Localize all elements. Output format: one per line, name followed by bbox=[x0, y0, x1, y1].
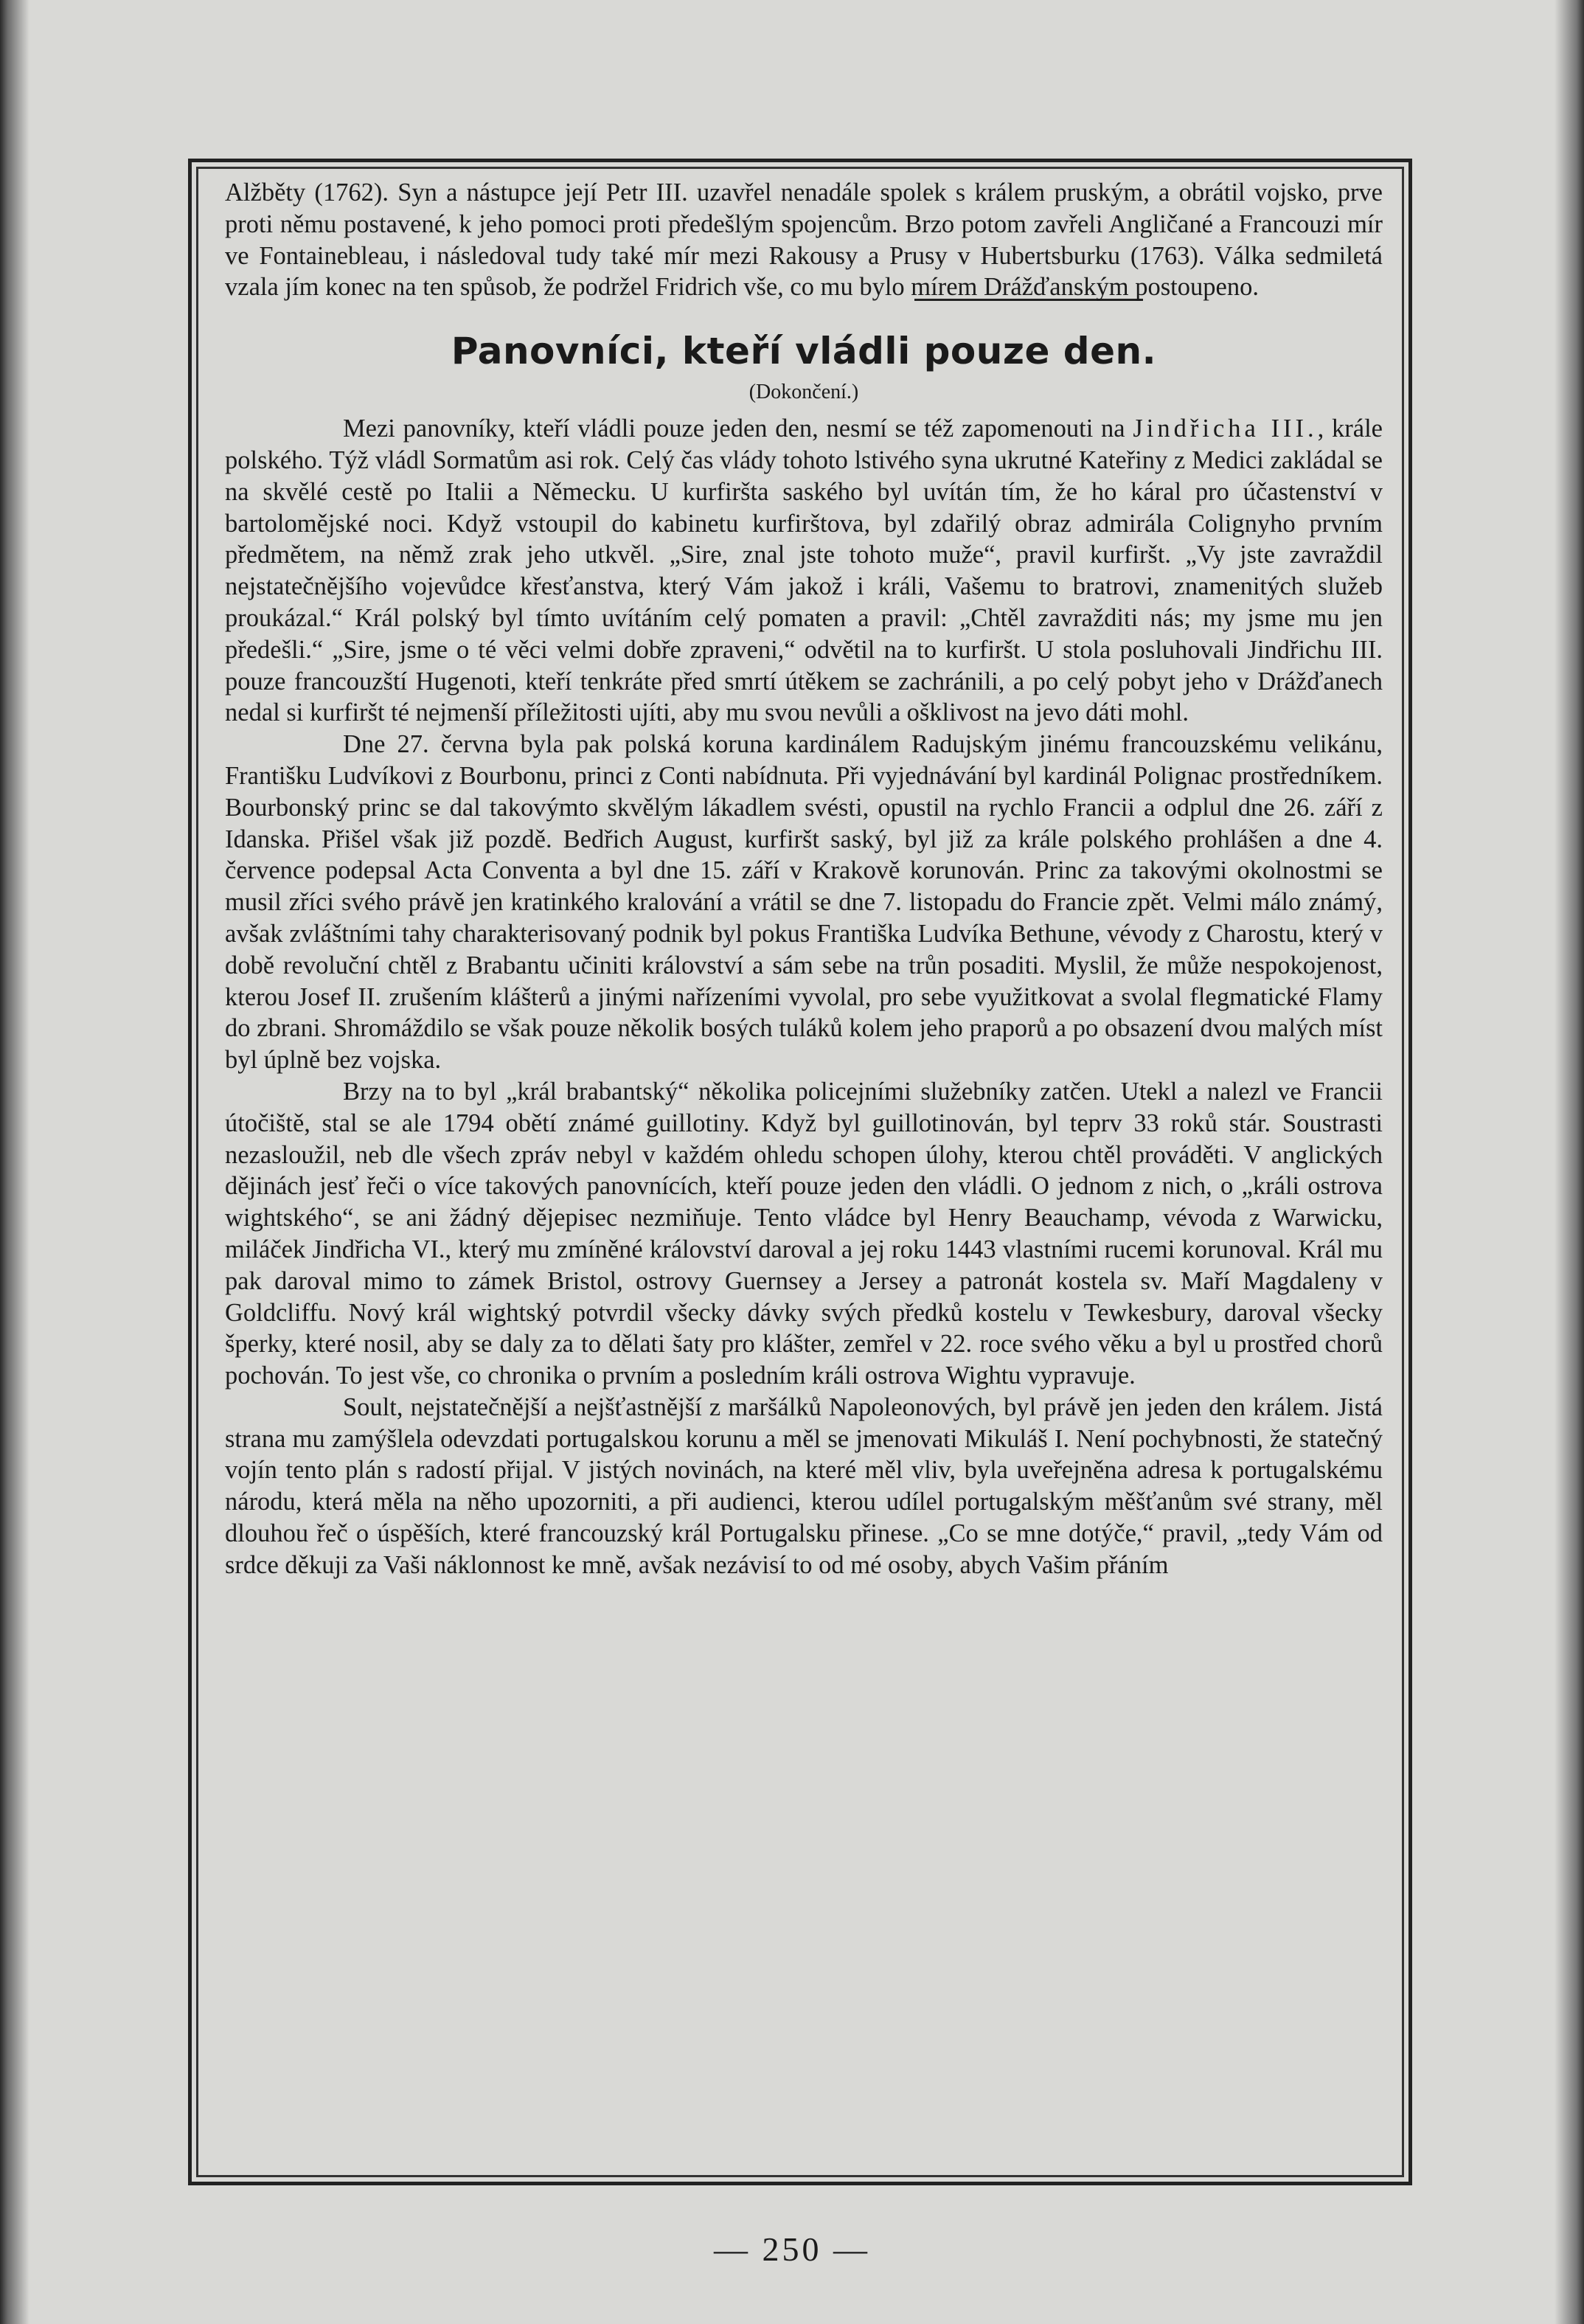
paragraph-1-start: Mezi panovníky, kteří vládli pouze jeden den, nesmí se též zapomenouti na bbox=[343, 414, 1125, 443]
paragraph-1-name: Jindřicha III. bbox=[1133, 414, 1318, 443]
paragraph-4: Soult, nejstatečnější a nejšťastnější z maršálků Napoleonových, byl právě jen jeden den králem. Jistá strana mu zamýšlela odevzdati portugalskou korunu a měl se jmenovati Mikuláš I. Není pochybnosti, že statečný vojín tento plán s radostí přijal. V jistých novinách, na které měl vliv, byla uveřejněna adresa k portugalskému národu, která měla na něho upozorniti, a při audienci, kterou udílel portugalským měšťanům své strany, měl dlouhou řeč o úspěších, které francouzský král Portugalsku přinese. „Co se mne dotýče,“ pravil, „tedy Vám od srdce děkuji za Vaši náklonnost ke mně, avšak nezávisí to od mé osoby, abych Vašim přáním bbox=[225, 1392, 1383, 1579]
paragraph-3: Brzy na to byl „král brabantský“ několika policejními služebníky zatčen. Utekl a nalezl ve Francii útočiště, stal se ale 1794 obětí známé guillotiny. Když byl guillotinován, byl teprv 33 roků stár. Soustrasti nezasloužil, neb dle všech zpráv nebyl v každém ohledu schopen úlohy, kterou chtěl prováděti. V anglických dějinách jesť řeči o více takových panovnících, kteří pouze jeden den vládli. O jednom z nich, o „králi ostrova wightského“, se ani žádný dějepisec nezmiňuje. Tento vládce byl Henry Beauchamp, vévoda z Warwicku, miláček Jindřicha VI., který mu zmíněné království daroval a jej roku 1443 vlastními rucemi korunoval. Král mu pak daroval mimo to zámek Bristol, ostrovy Guernsey a Jersey a patronát kostela sv. Maří Magdaleny v Goldcliffu. Nový král wightský potvrdil všecky dávky svých předků kostelu v Tewkesbury, daroval všecky šperky, které nosil, aby se daly za to dělati šaty pro klášter, zemřel v 22. roce svého věku a byl u prostřed chorů pochován. To jest vše, co chronika o prvním a posledním králi ostrova Wightu vypravuje. bbox=[225, 1077, 1383, 1390]
article-title: Panovníci, kteří vládli pouze den. bbox=[451, 330, 1157, 373]
article-subtitle: (Dokončení.) bbox=[748, 381, 859, 404]
paragraph-1 bbox=[225, 413, 1383, 729]
paragraph-2: Dne 27. června byla pak polská koruna kardinálem Radujským jinému francouzskému velikánu, Františku Ludvíkovi z Bourbonu, princi z Conti nabídnuta. Při vyjednávání byl kardinál Polignac prostředníkem. Bourbonský princ se dal takovýmto skvělým lákadlem svésti, opustil na rychlo Francii a odplul dne 26. září z Idanska. Přišel však již pozdě. Bedřich August, kurfiršt saský, byl již za krále polského prohlášen a dne 4. července podepsal Acta Conventa a byl dne 15. září v Krakově korunován. Princ za takovými okolnostmi se musil zříci svého právě jen kratinkého kralování a vrátil se dne 7. listopadu do Francie zpět. Velmi málo známý, avšak zvláštními tahy charakterisovaný podnik byl pokus Františka Ludvíka Bethune, vévody z Charostu, který v době revoluční chtěl z Brabantu učiniti království a sám sebe na trůn posaditi. Myslil, že může nespokojenost, kterou Josef II. zrušením klášterů a jinými nařízeními vyvolal, pro sebe využitkovat a svolal flegmatické Flamy do zbrani. Shromáždilo se však pouze několik bosých tuláků kolem jeho praporů a po obsazení dvou malých míst byl úplně bez vojska. bbox=[225, 730, 1383, 1075]
page-content bbox=[225, 177, 1383, 1581]
intro-paragraph: Alžběty (1762). Syn a nástupce její Petr III. uzavřel nenadále spolek s králem pruským, a obrátil vojsko, prve proti němu postavené, k jeho pomoci proti předešlým spojencům. Brzo potom zavřeli Angličané a Francouzi mír ve Fontainebleau, i následoval tudy také mír mezi Rakousy a Prusy v Hubertsburku (1763). Válka sedmiletá vzala jím konec na ten spůsob, že podržel Fridrich vše, co mu bylo mírem Drážďanským postoupeno. bbox=[225, 178, 1383, 302]
paragraph-1-rest: , krále polského. Týž vládl Sormatům asi rok. Celý čas vlády tohoto lstivého syna ukrutné Kateřiny z Medici zakládal se na skvělé cestě po Italii a Německu. U kurfiršta saského byl uvítán tím, že ho káral pro účastenství v bartolomějské noci. Když vstoupil do kabinetu kurfirštova, byl zdařilý obraz admirála Colignyho prvním předmětem, na němž zrak jeho utkvěl. „Sire, znal jste tohoto muže“, pravil kurfiršt. „Vy jste zavraždil nejstatečnějšího vojevůdce křesťanstva, který Vám jakož i králi, Vašemu to bratrovi, znamenitých služeb proukázal.“ Král polský byl tímto uvítáním celý pomaten a pravil: „Chtěl zavražditi nás; my jsme mu jen předešli.“ „Sire, jsme o té věci velmi dobře zpraveni,“ odvětil na to kurfiršt. U stola posluhovali Jindřichu III. pouze francouzští Hugenoti, kteří tenkráte před smrtí útěkem se zachránili, a po celý pobyt jeho v Drážďanech nedal si kurfiršt té nejmenší příležitosti ujíti, aby mu svou nevůli a ošklivost na jevo dáti mohl. bbox=[225, 414, 1383, 727]
page-number: — 250 — bbox=[714, 2230, 870, 2268]
